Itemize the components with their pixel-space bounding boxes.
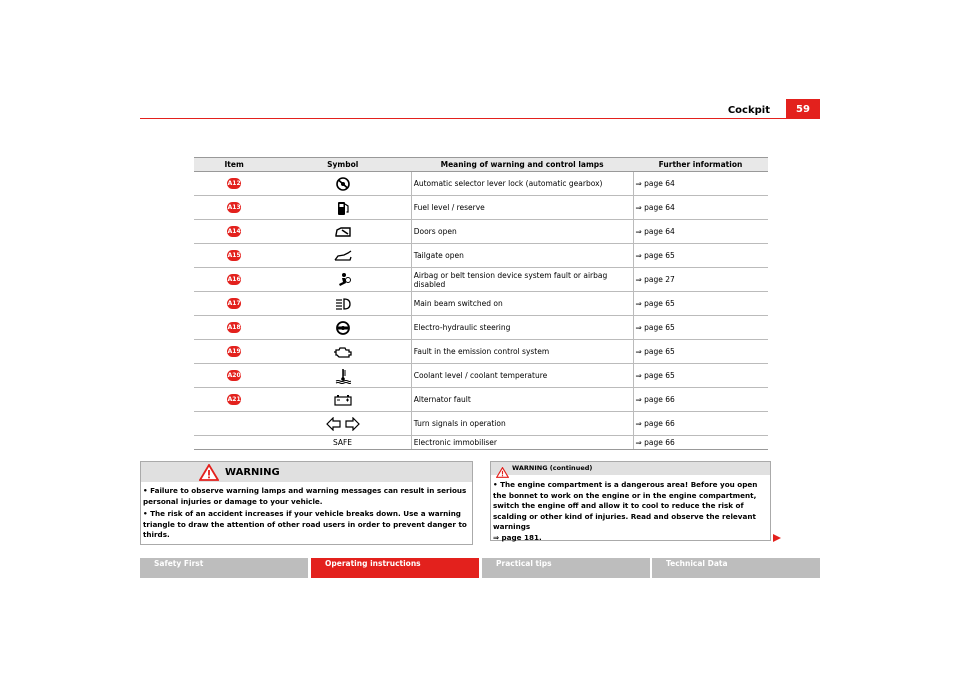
item-badge: A15: [227, 252, 241, 259]
tab-technical-data[interactable]: Technical Data: [652, 558, 820, 578]
meaning-cell: Airbag or belt tension device system fault or airbag disabled: [411, 268, 633, 292]
warning-title: WARNING (continued): [512, 464, 593, 472]
item-badge: A16: [227, 276, 241, 283]
info-link[interactable]: ⇒ page 27: [633, 268, 768, 292]
item-badge: A13: [227, 204, 241, 211]
table-row: [194, 244, 768, 268]
turn-signal-icon: [326, 419, 360, 428]
tailgate-open-icon: [334, 251, 352, 260]
page-reference-link[interactable]: ⇒ page 181.: [493, 532, 542, 542]
meaning-cell: Doors open: [411, 220, 633, 244]
table-row: [194, 364, 768, 388]
warning-box: [140, 461, 473, 545]
main-beam-icon: [335, 299, 351, 308]
item-badge: A14: [227, 228, 241, 235]
table-row: [194, 292, 768, 316]
meaning-cell: Turn signals in operation: [411, 412, 633, 436]
table-row: [194, 220, 768, 244]
safe-symbol-text: SAFE: [332, 438, 353, 447]
warning-box-continued: [490, 461, 771, 541]
meaning-cell: Electronic immobiliser: [411, 436, 633, 450]
info-link[interactable]: ⇒ page 65: [633, 340, 768, 364]
fuel-pump-icon: [337, 203, 349, 212]
meaning-cell: Fault in the emission control system: [411, 340, 633, 364]
steering-icon: [335, 323, 351, 332]
warning-triangle-icon: [496, 463, 509, 482]
coolant-icon: [335, 371, 351, 380]
meaning-cell: Main beam switched on: [411, 292, 633, 316]
item-cell-empty: [194, 436, 274, 450]
meaning-cell: Fuel level / reserve: [411, 196, 633, 220]
item-badge: A21: [227, 396, 241, 403]
warning-title: WARNING: [225, 467, 280, 478]
item-badge: A20: [227, 372, 241, 379]
tab-practical-tips[interactable]: Practical tips: [482, 558, 650, 578]
item-badge: A19: [227, 348, 241, 355]
table-row: [194, 268, 768, 292]
info-link[interactable]: ⇒ page 66: [633, 412, 768, 436]
info-link[interactable]: ⇒ page 65: [633, 244, 768, 268]
warning-bullet: • Failure to observe warning lamps and warning messages can result in serious personal injuries or damage to your vehicle.: [143, 486, 467, 506]
column-header-item: Item: [194, 158, 274, 172]
meaning-cell: Automatic selector lever lock (automatic gearbox): [411, 172, 633, 196]
warning-triangle-icon: [199, 464, 219, 485]
warning-header: [141, 462, 472, 482]
column-header-info: Further information: [633, 158, 768, 172]
warning-bullet: • The risk of an accident increases if your vehicle breaks down. Use a warning triangle to draw the attention of other road users in order to prevent danger to thirds.: [143, 509, 467, 539]
info-link[interactable]: ⇒ page 64: [633, 220, 768, 244]
warning-header: [491, 462, 770, 475]
table-header-row: [194, 158, 768, 172]
tab-operating-instructions[interactable]: Operating instructions: [311, 558, 479, 578]
table-row: [194, 196, 768, 220]
battery-icon: [334, 395, 352, 404]
column-header-symbol: Symbol: [274, 158, 411, 172]
selector-lever-lock-icon: [335, 179, 351, 188]
header-rule: [140, 118, 820, 119]
door-open-icon: [334, 227, 352, 236]
info-link[interactable]: ⇒ page 65: [633, 316, 768, 340]
meaning-cell: Alternator fault: [411, 388, 633, 412]
table-row: [194, 412, 768, 436]
info-link[interactable]: ⇒ page 65: [633, 364, 768, 388]
table-row: [194, 436, 768, 450]
warning-bullet: • The engine compartment is a dangerous area! Before you open the bonnet to work on the engine or in the engine compartment, switch the engine off and allow it to cool to reduce the risk of scalding or other kind of injuries. Read and observe the relevant warnings ⇒ page 181.: [493, 480, 758, 542]
meaning-cell: Tailgate open: [411, 244, 633, 268]
item-cell-empty: [194, 412, 274, 436]
table-row: [194, 316, 768, 340]
airbag-icon: [335, 275, 351, 284]
warning-lamps-table: [194, 157, 768, 450]
column-header-meaning: Meaning of warning and control lamps: [411, 158, 633, 172]
engine-icon: [333, 347, 353, 356]
table-row: [194, 172, 768, 196]
item-badge: A17: [227, 300, 241, 307]
continue-arrow-icon: [772, 528, 782, 547]
info-link[interactable]: ⇒ page 64: [633, 196, 768, 220]
meaning-cell: Coolant level / coolant temperature: [411, 364, 633, 388]
info-link[interactable]: ⇒ page 64: [633, 172, 768, 196]
item-badge: A18: [227, 324, 241, 331]
table-row: [194, 340, 768, 364]
tab-safety-first[interactable]: Safety First: [140, 558, 308, 578]
info-link[interactable]: ⇒ page 66: [633, 436, 768, 450]
section-title: Cockpit: [727, 105, 770, 116]
item-badge: A12: [227, 180, 241, 187]
info-link[interactable]: ⇒ page 66: [633, 388, 768, 412]
info-link[interactable]: ⇒ page 65: [633, 292, 768, 316]
meaning-cell: Electro-hydraulic steering: [411, 316, 633, 340]
page-number: 59: [786, 99, 820, 119]
table-row: [194, 388, 768, 412]
